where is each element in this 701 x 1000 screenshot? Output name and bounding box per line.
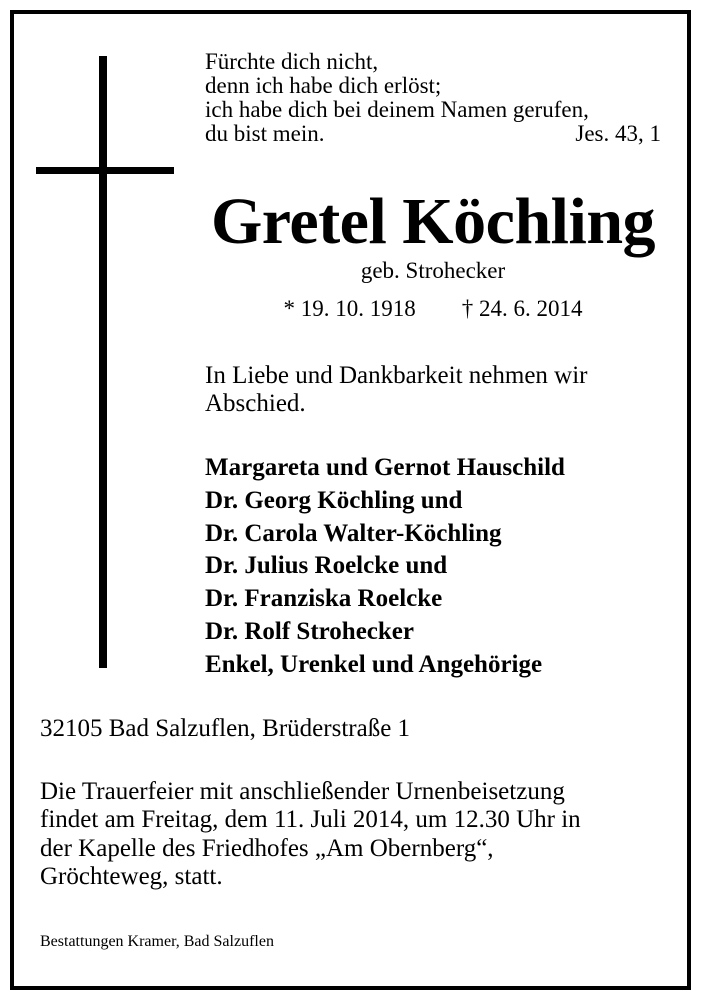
undertaker-credit: Bestattungen Kramer, Bad Salzuflen (40, 933, 274, 950)
service-line: Die Trauerfeier mit anschließender Urnenbeisetzung (40, 778, 565, 805)
mourner-entry: Margareta und Gernot Hauschild (205, 454, 565, 481)
deceased-name: Gretel Köchling (210, 185, 656, 258)
verse-line: denn ich habe dich erlöst; (205, 73, 442, 98)
verse-line: Fürchte dich nicht, (205, 49, 379, 74)
mourner-entry: Dr. Rolf Strohecker (205, 617, 414, 645)
funeral-service-info (40, 778, 680, 891)
farewell-text: In Liebe und Dankbarkeit nehmen wir Abschied. (205, 362, 588, 417)
service-line: der Kapelle des Friedhofes „Am Obernberg“, (40, 834, 494, 862)
mourner-entry: Dr. Georg Köchling und (205, 486, 463, 514)
verse-line: ich habe dich bei deinem Namen gerufen, (205, 97, 589, 122)
family-address: 32105 Bad Salzuflen, Brüderstraße 1 (40, 715, 411, 742)
cross-horizontal-beam (36, 167, 174, 174)
verse-reference: Jes. 43, 1 (575, 121, 661, 146)
mourner-entry: Dr. Franziska Roelcke (205, 585, 443, 613)
mourner-entry: Dr. Julius Roelcke und (205, 552, 448, 580)
verse-last-line (205, 122, 661, 146)
service-line: findet am Freitag, dem 11. Juli 2014, um 12.30 Uhr in (40, 806, 581, 834)
life-dates (190, 296, 676, 322)
service-line: Gröchteweg, statt. (40, 862, 223, 890)
birth-name: geb. Strohecker (360, 258, 506, 283)
mourner-entry: Dr. Carola Walter-Köchling (205, 519, 502, 547)
mourner-entry: Enkel, Urenkel und Angehörige (205, 650, 543, 678)
verse-line: du bist mein. (205, 121, 325, 146)
death-date: † 24. 6. 2014 (461, 296, 583, 321)
bible-verse (205, 50, 661, 146)
cross-vertical-beam (99, 56, 107, 668)
birth-date: * 19. 10. 1918 (283, 296, 416, 321)
mourners-list (205, 452, 675, 682)
